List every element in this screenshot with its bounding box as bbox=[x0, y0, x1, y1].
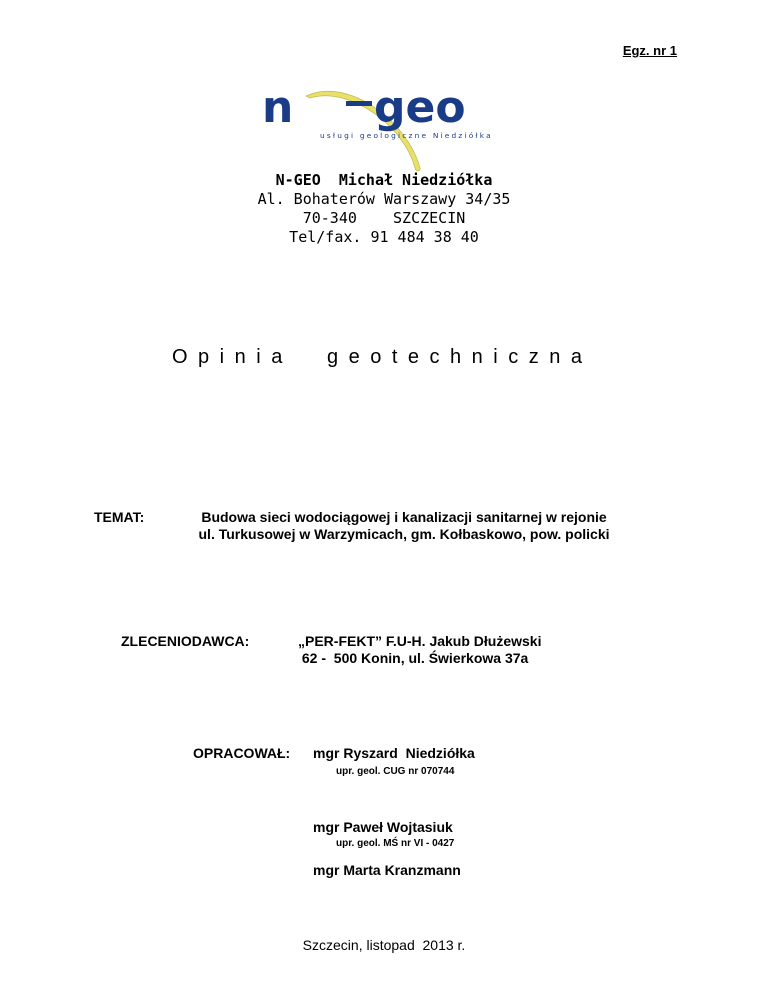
temat-label: TEMAT: bbox=[94, 509, 145, 525]
temat-line-1: Budowa sieci wodociągowej i kanalizacji sanitarnej w rejonie bbox=[201, 509, 607, 525]
company-address-block bbox=[0, 171, 768, 247]
logo-tagline: usługi geologiczne Niedziółka bbox=[320, 131, 493, 140]
place-and-date: Szczecin, listopad 2013 r. bbox=[302, 937, 466, 953]
temat-line-2: ul. Turkusowej w Warzymicach, gm. Kołbaskowo, pow. policki bbox=[198, 526, 610, 542]
client-line-1: „PER-FEKT” F.U-H. Jakub Dłużewski bbox=[298, 633, 542, 649]
author-name: mgr Ryszard Niedziółka bbox=[313, 745, 475, 761]
title-word-geotechniczna: geotechniczna bbox=[327, 346, 593, 368]
author-name: mgr Marta Kranzmann bbox=[313, 862, 461, 878]
author-name: mgr Paweł Wojtasiuk bbox=[313, 819, 453, 835]
company-street: Al. Bohaterów Warszawy 34/35 bbox=[257, 190, 511, 208]
prepared-by-label: OPRACOWAŁ: bbox=[193, 745, 291, 761]
client-label: ZLECENIODAWCA: bbox=[121, 633, 250, 649]
company-logo bbox=[258, 82, 518, 172]
logo-wordmark-geo: geo bbox=[374, 82, 466, 133]
title-word-opinia: Opinia bbox=[172, 346, 293, 368]
client-line-2: 62 - 500 Konin, ul. Świerkowa 37a bbox=[298, 650, 529, 666]
logo-dash bbox=[346, 101, 372, 106]
author-permit: upr. geol. MŚ nr VI - 0427 bbox=[336, 838, 455, 849]
client-details bbox=[298, 633, 541, 667]
temat-description bbox=[154, 509, 654, 543]
company-phone: Tel/fax. 91 484 38 40 bbox=[289, 228, 479, 246]
company-name: N-GEO Michał Niedziółka bbox=[275, 171, 493, 189]
logo-wordmark-n: n bbox=[262, 82, 294, 133]
copy-number: Egz. nr 1 bbox=[622, 43, 677, 58]
company-city: 70-340 SZCZECIN bbox=[302, 209, 466, 227]
author-permit: upr. geol. CUG nr 070744 bbox=[336, 766, 455, 777]
